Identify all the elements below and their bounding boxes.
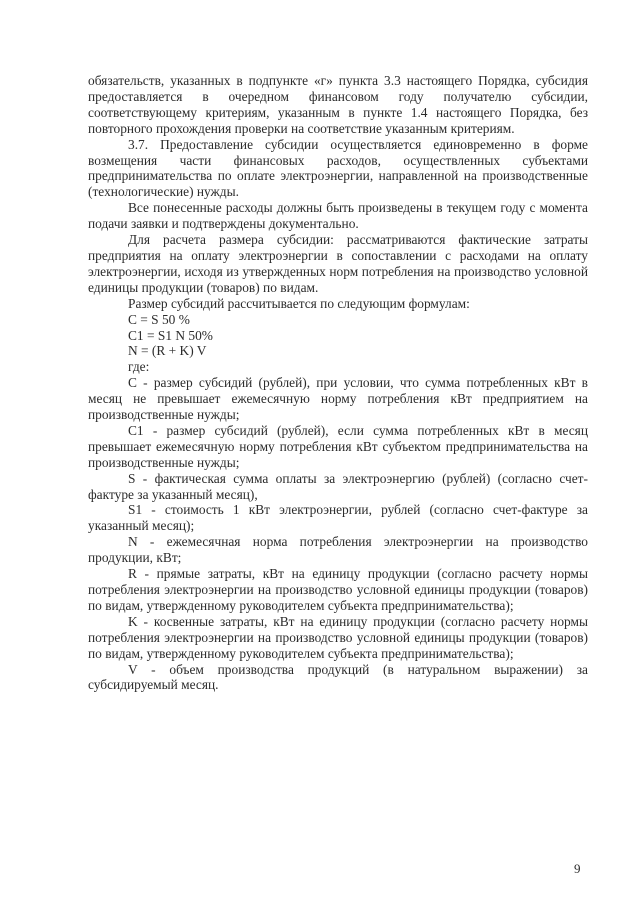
document-body (88, 73, 588, 693)
paragraph-expenses: Все понесенные расходы должны быть произведены в текущем году с момента подачи заявки и подтверждены документально. (88, 200, 588, 232)
definition-v: V - объем производства продукций (в натуральном выражении) за субсидируемый месяц. (88, 661, 588, 693)
definition-k: K - косвенные затраты, кВт на единицу продукции (согласно расчету нормы потребления электроэнергии на производство условной единицы продукции (товаров) по видам, утвержденному руководителем субъекта предпринимательства); (88, 613, 588, 661)
definition-s: S - фактическая сумма оплаты за электроэнергию (рублей) (согласно счет-фактуре за указанный месяц), (88, 470, 588, 502)
paragraph-calculation-basis: Для расчета размера субсидии: рассматриваются фактические затраты предприятия на оплату электроэнергии в сопоставлении с расходами на оплату электроэнергии, исходя из утвержденных норм потребления на производство условной единицы продукции (товаров) по видам. (88, 232, 588, 295)
paragraph-obligations-continuation: обязательств, указанных в подпункте «г» пункта 3.3 настоящего Порядка, субсидия предоставляется в очередном финансовом году получателю субсидии, соответствующему критериям, указанным в пункте 1.4 настоящего Порядка, без повторного прохождения проверки на соответствие указанным критериям. (88, 73, 588, 136)
paragraph-formulas-intro: Размер субсидий рассчитывается по следующим формулам: (128, 295, 470, 311)
definition-r: R - прямые затраты, кВт на единицу продукции (согласно расчету нормы потребления электроэнергии на производство условной единицы продукции (товаров) по видам, утвержденному руководителем субъекта предпринимательства); (88, 566, 588, 613)
formula-c1: С1 = S1 N 50% (128, 327, 213, 343)
definition-s1: S1 - стоимость 1 кВт электроэнергии, рублей (согласно счет-фактуре за указанный месяц); (88, 502, 588, 534)
paragraph-3-7: 3.7. Предоставление субсидии осуществляется единовременно в форме возмещения части финансовых расходов, осуществленных субъектами предпринимательства по оплате электроэнергии, направленной на производственные (технологические) нужды. (88, 136, 588, 200)
formula-c: С = S 50 % (128, 311, 190, 327)
definition-n: N - ежемесячная норма потребления электроэнергии на производство продукции, кВт; (88, 534, 588, 566)
definition-c1: С1 - размер субсидий (рублей), если сумма потребленных кВт в месяц превышает ежемесячную норму потребления кВт субъектом предпринимательства на производственные нужды; (88, 422, 588, 470)
page-number: 9 (574, 861, 581, 876)
formula-n: N = (R + K) V (128, 343, 207, 359)
formula-where: где: (128, 359, 150, 375)
definition-c: С - размер субсидий (рублей), при условии, что сумма потребленных кВт в месяц не превышает ежемесячную норму потребления кВт предприятием на производственные нужды; (88, 375, 588, 423)
